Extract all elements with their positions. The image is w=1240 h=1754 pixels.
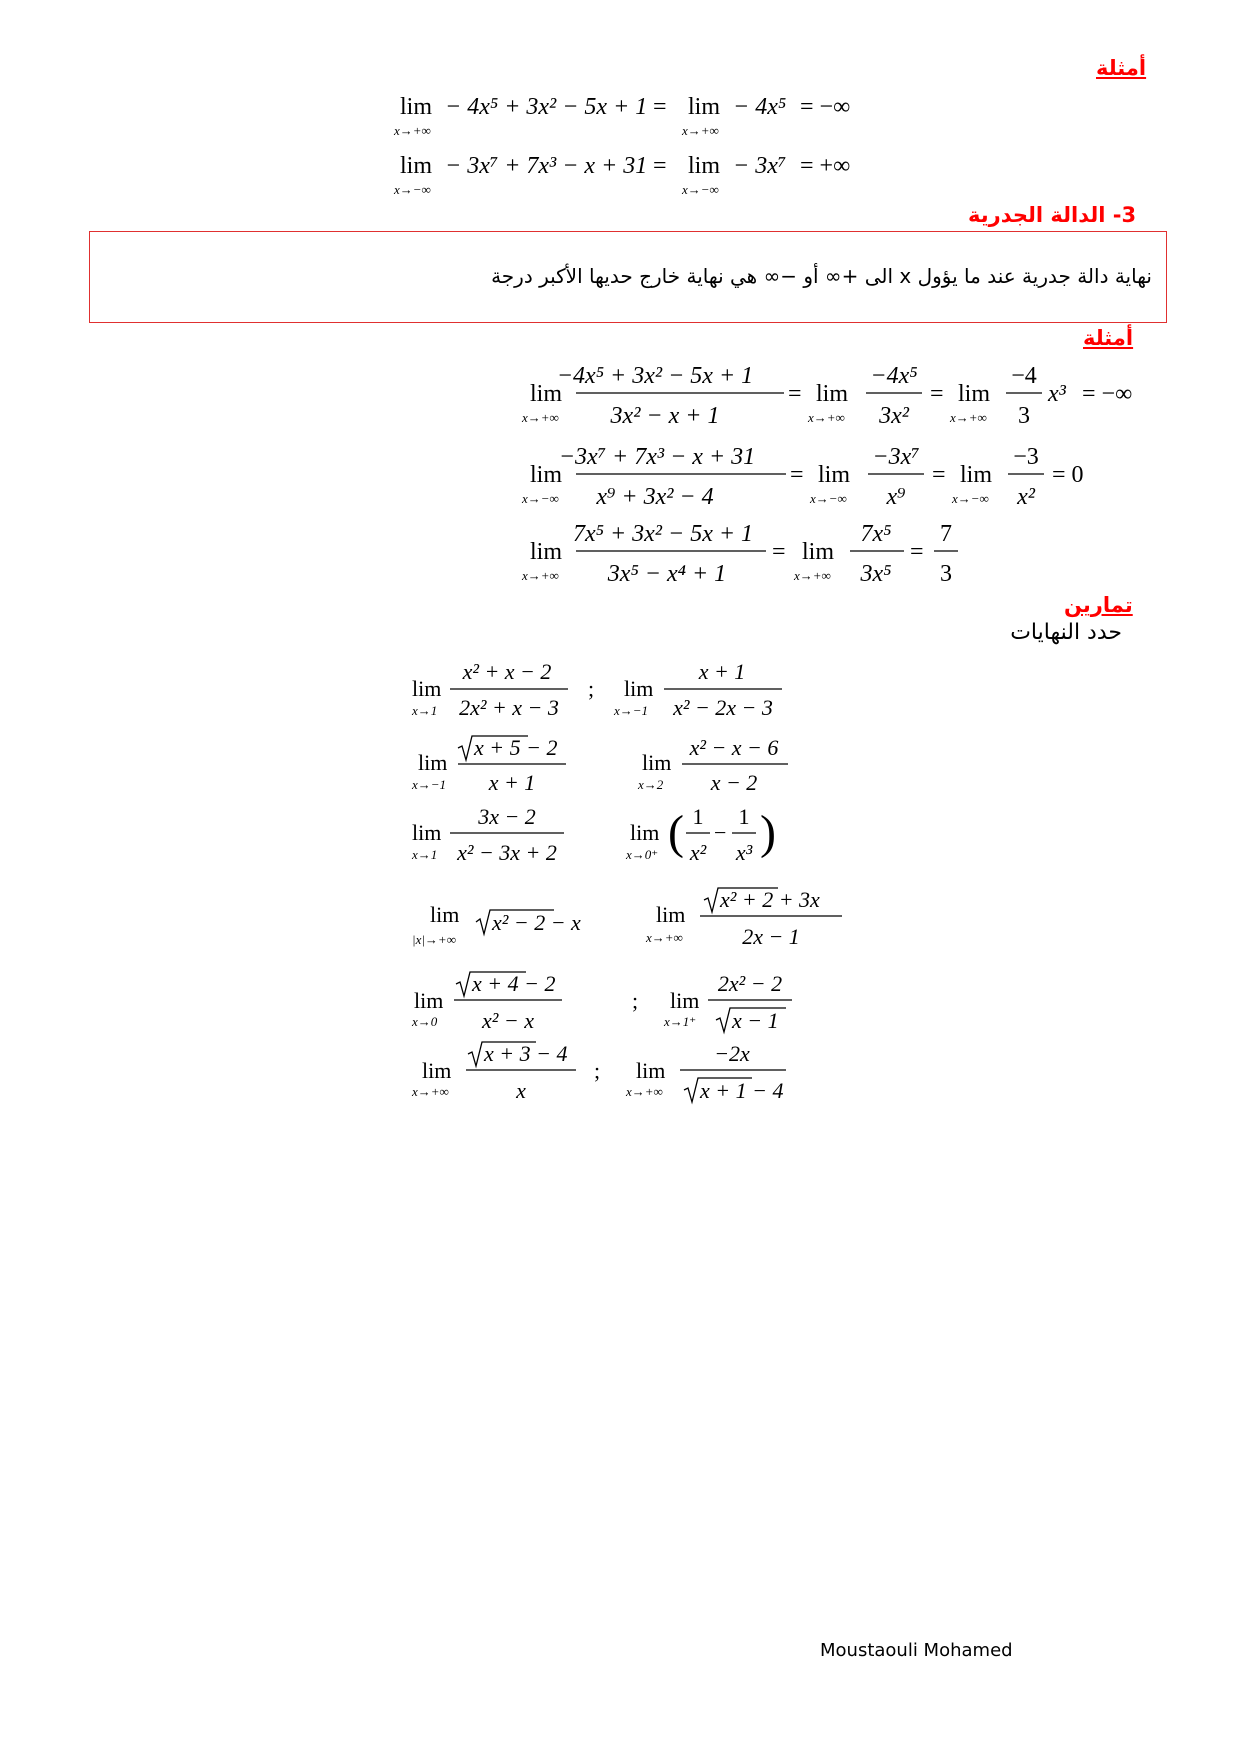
lim-approach: x→+∞ bbox=[950, 410, 987, 425]
exercise-row-3 bbox=[410, 802, 810, 878]
limit-result: = 0 bbox=[1052, 462, 1084, 488]
lim-approach: |x|→+∞ bbox=[412, 932, 456, 947]
limit-result: = −∞ bbox=[800, 94, 851, 120]
lim-approach: x→2 bbox=[638, 777, 664, 792]
exercise-denominator: x² − x bbox=[482, 1008, 534, 1033]
exercise-denominator: x − 1 bbox=[732, 1008, 779, 1033]
equals-sign: = bbox=[788, 381, 802, 407]
lim-approach: x→−1 bbox=[412, 777, 447, 792]
lim-symbol: lim bbox=[670, 988, 700, 1013]
step-numerator: −3x⁷ bbox=[872, 444, 920, 470]
simplified-numerator: 7 bbox=[940, 521, 952, 547]
lim-symbol: lim bbox=[688, 94, 721, 120]
fraction-numerator: −4x⁵ + 3x² − 5x + 1 bbox=[556, 363, 754, 389]
exercise-numerator: x² − x − 6 bbox=[689, 735, 779, 760]
lim-symbol: lim bbox=[688, 153, 721, 179]
exercise-row-6 bbox=[410, 1038, 810, 1114]
lim-approach: x→1 bbox=[412, 703, 438, 718]
exercise-numerator: −2x bbox=[714, 1041, 750, 1066]
lim-symbol: lim bbox=[530, 381, 563, 407]
lim-approach: x→+∞ bbox=[808, 410, 845, 425]
lim-approach: x→−∞ bbox=[810, 491, 847, 506]
polynomial-example-2 bbox=[390, 145, 870, 205]
left-parenthesis: ( bbox=[668, 806, 684, 859]
leading-term: − 4x⁵ bbox=[733, 94, 787, 120]
step-denominator: x⁹ bbox=[886, 484, 906, 510]
exercise-numerator: 3x − 2 bbox=[478, 804, 536, 829]
fraction-numerator: 7x⁵ + 3x² − 5x + 1 bbox=[572, 521, 754, 547]
lim-approach: x→−∞ bbox=[952, 491, 989, 506]
lim-symbol: lim bbox=[624, 676, 654, 701]
right-parenthesis: ) bbox=[760, 806, 776, 859]
exercise-row-5 bbox=[410, 968, 810, 1044]
lim-approach: x→1 bbox=[412, 847, 438, 862]
lim-approach: x→+∞ bbox=[626, 1084, 663, 1099]
exercise-row-1 bbox=[410, 660, 810, 730]
exercise-expression: x² − 2 − x bbox=[492, 910, 581, 935]
term-denominator: x³ bbox=[735, 840, 753, 865]
step-numerator: −4x⁵ bbox=[870, 363, 918, 389]
exercises-heading: تمارين bbox=[1064, 593, 1133, 617]
lim-approach: x→0 bbox=[412, 1014, 438, 1029]
exercise-numerator: 2x² − 2 bbox=[717, 971, 783, 996]
lim-symbol: lim bbox=[422, 1058, 452, 1083]
examples-heading: أمثلة bbox=[1083, 326, 1134, 350]
lim-symbol: lim bbox=[960, 462, 993, 488]
rational-example-3 bbox=[520, 514, 1150, 594]
lim-approach: x→−∞ bbox=[682, 182, 719, 197]
equals-sign: = bbox=[932, 462, 946, 488]
equals-sign: = bbox=[790, 462, 804, 488]
lim-symbol: lim bbox=[412, 820, 442, 845]
term-numerator: 1 bbox=[692, 804, 704, 829]
lim-symbol: lim bbox=[636, 1058, 666, 1083]
lim-approach: x→+∞ bbox=[412, 1084, 449, 1099]
exercise-numerator: x + 3 − 4 bbox=[484, 1041, 568, 1066]
exercise-denominator: x − 2 bbox=[710, 770, 758, 795]
lim-approach: x→+∞ bbox=[646, 930, 683, 945]
exercise-numerator: x² + 2 + 3x bbox=[720, 887, 820, 912]
separator: ; bbox=[632, 988, 639, 1013]
separator: ; bbox=[594, 1058, 601, 1083]
lim-symbol: lim bbox=[400, 153, 433, 179]
lim-approach: x→+∞ bbox=[394, 123, 431, 138]
fraction-denominator: 3x² − x + 1 bbox=[610, 403, 720, 429]
lim-approach: x→0⁺ bbox=[626, 847, 659, 862]
exercise-denominator: x + 1 − 4 bbox=[700, 1078, 784, 1103]
exercise-denominator: x² − 3x + 2 bbox=[457, 840, 557, 865]
lim-approach: x→−1 bbox=[614, 703, 649, 718]
step-denominator: 3x⁵ bbox=[860, 561, 892, 587]
lim-symbol: lim bbox=[818, 462, 851, 488]
lim-approach: x→+∞ bbox=[522, 410, 559, 425]
simplified-numerator: −3 bbox=[1013, 444, 1039, 470]
power-factor: x³ bbox=[1048, 381, 1066, 407]
lim-symbol: lim bbox=[656, 902, 686, 927]
rational-limit-rule: نهاية دالة جدرية عند ما يؤول x الى +∞ أو −∞ هي نهاية خارج حديها الأكبر درجة bbox=[491, 264, 1152, 288]
lim-approach: x→+∞ bbox=[522, 568, 559, 583]
leading-term: − 3x⁷ bbox=[733, 153, 787, 179]
simplified-denominator: 3 bbox=[940, 561, 952, 587]
footer-author: Moustaouli Mohamed bbox=[820, 1640, 1013, 1661]
polynomial-expression: − 4x⁵ + 3x² − 5x + 1 bbox=[445, 94, 648, 120]
rational-function-heading: 3- الدالة الجدرية bbox=[968, 203, 1137, 227]
lim-symbol: lim bbox=[802, 539, 835, 565]
exercise-row-2 bbox=[410, 734, 810, 804]
examples-heading: أمثلة bbox=[1096, 56, 1147, 80]
lim-symbol: lim bbox=[630, 820, 660, 845]
lim-symbol: lim bbox=[530, 539, 563, 565]
limit-result: = +∞ bbox=[800, 153, 851, 179]
equals-sign: = bbox=[772, 539, 786, 565]
exercise-numerator: x² + x − 2 bbox=[462, 660, 552, 684]
term-denominator: x² bbox=[689, 840, 707, 865]
exercise-numerator: x + 1 bbox=[698, 660, 746, 684]
step-denominator: 3x² bbox=[879, 403, 909, 429]
fraction-numerator: −3x⁷ + 7x³ − x + 31 bbox=[558, 444, 756, 470]
exercise-denominator: x² − 2x − 3 bbox=[673, 695, 773, 720]
lim-symbol: lim bbox=[530, 462, 563, 488]
exercise-numerator: x + 4 − 2 bbox=[472, 971, 556, 996]
simplified-numerator: −4 bbox=[1011, 363, 1037, 389]
minus-sign: − bbox=[714, 820, 727, 845]
rational-example-1 bbox=[520, 356, 1150, 436]
lim-approach: x→−∞ bbox=[394, 182, 431, 197]
lim-symbol: lim bbox=[430, 902, 460, 927]
step-numerator: 7x⁵ bbox=[860, 521, 892, 547]
equals-sign: = bbox=[910, 539, 924, 565]
fraction-denominator: x⁹ + 3x² − 4 bbox=[596, 484, 714, 510]
exercise-denominator: 2x − 1 bbox=[742, 924, 800, 949]
equals-sign: = bbox=[653, 153, 667, 179]
equals-sign: = bbox=[930, 381, 944, 407]
separator: ; bbox=[588, 676, 595, 701]
lim-approach: x→+∞ bbox=[682, 123, 719, 138]
lim-symbol: lim bbox=[418, 750, 448, 775]
term-numerator: 1 bbox=[738, 804, 750, 829]
exercises-instruction: حدد النهايات bbox=[1010, 620, 1122, 645]
lim-symbol: lim bbox=[412, 676, 442, 701]
rational-example-2 bbox=[520, 437, 1150, 517]
lim-symbol: lim bbox=[400, 94, 433, 120]
lim-approach: x→1⁺ bbox=[664, 1014, 697, 1029]
exercise-denominator: x + 1 bbox=[488, 770, 536, 795]
fraction-denominator: 3x⁵ − x⁴ + 1 bbox=[607, 561, 727, 587]
polynomial-example-1 bbox=[390, 86, 870, 146]
exercise-denominator: x bbox=[516, 1078, 526, 1103]
lim-approach: x→−∞ bbox=[522, 491, 559, 506]
simplified-denominator: 3 bbox=[1018, 403, 1030, 429]
lim-symbol: lim bbox=[816, 381, 849, 407]
lim-symbol: lim bbox=[958, 381, 991, 407]
lim-symbol: lim bbox=[642, 750, 672, 775]
exercise-denominator: 2x² + x − 3 bbox=[459, 695, 559, 720]
polynomial-expression: − 3x⁷ + 7x³ − x + 31 bbox=[445, 153, 648, 179]
limit-result: = −∞ bbox=[1082, 381, 1133, 407]
lim-approach: x→+∞ bbox=[794, 568, 831, 583]
exercise-row-4 bbox=[410, 884, 850, 960]
equals-sign: = bbox=[653, 94, 667, 120]
exercise-numerator: x + 5 − 2 bbox=[474, 735, 558, 760]
simplified-denominator: x² bbox=[1017, 484, 1035, 510]
lim-symbol: lim bbox=[414, 988, 444, 1013]
